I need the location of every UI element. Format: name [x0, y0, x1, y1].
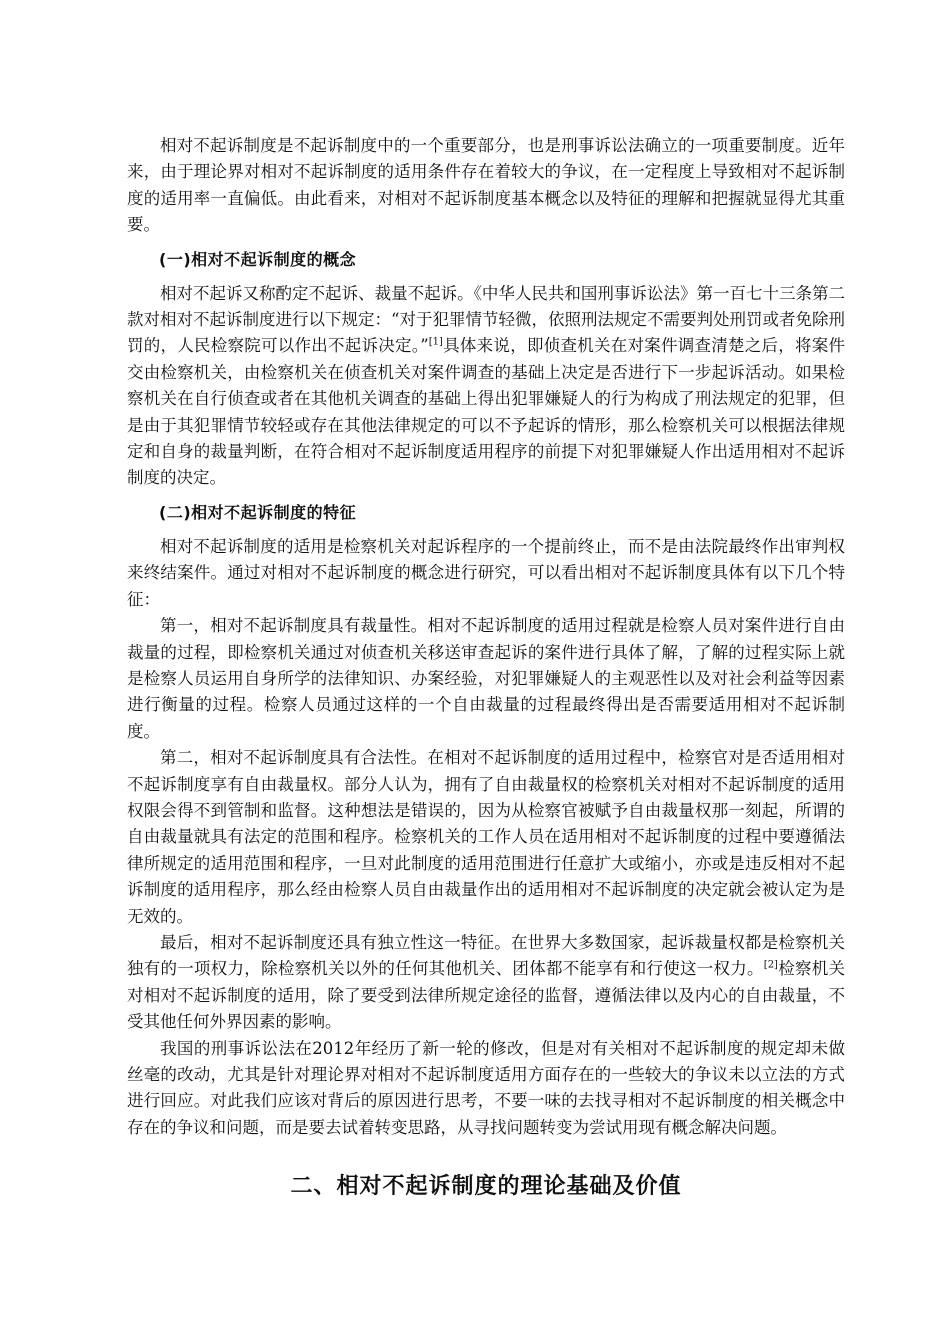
concept-text-a: 相对不起诉又称酌定不起诉、裁量不起诉。《中华人民共和国刑事诉讼法》第一百七十三条第二款对相对不起诉制度进行以下规定：“对于犯罪情节轻微，依照刑法规定不需要判处刑罚或者免除刑罚的，人民检察院可以作出不起诉决定。” [127, 283, 845, 356]
legislation-paragraph: 我国的刑事诉讼法在2012年经历了新一轮的修改，但是对有关相对不起诉制度的规定却未做丝毫的改动，尤其是针对理论界对相对不起诉制度适用方面存在的一些较大的争议未以立法的方式进行回应。对此我们应该对背后的原因进行思考，不要一味的去找寻相对不起诉制度的相关概念中存在的争议和问题，而是要去试着转变思路，从寻找问题转变为尝试用现有概念解决问题。 [127, 1038, 845, 1137]
document-body [127, 133, 845, 1203]
concept-paragraph [127, 281, 845, 492]
intro-paragraph: 相对不起诉制度是不起诉制度中的一个重要部分，也是刑事诉讼法确立的一项重要制度。近年来，由于理论界对相对不起诉制度的适用条件存在着较大的争议，在一定程度上导致相对不起诉制度的适用率一直偏低。由此看来，对相对不起诉制度基本概念以及特征的理解和把握就显得尤其重要。 [127, 136, 845, 235]
citation-1[interactable]: [1] [428, 336, 443, 348]
feature-independence-paragraph [127, 930, 845, 1036]
feature-legality-paragraph: 第二，相对不起诉制度具有合法性。在相对不起诉制度的适用过程中，检察官对是否适用相对不起诉制度享有自由裁量权。部分人认为，拥有了自由裁量权的检察机关对相对不起诉制度的适用权限会得不到管制和监督。这种想法是错误的，因为从检察官被赋予自由裁量权那一刻起，所谓的自由裁量就具有法定的范围和程序。检察机关的工作人员在适用相对不起诉制度的过程中要遵循法律所规定的适用范围和程序，一旦对此制度的适用范围进行任意扩大或缩小，亦或是违反相对不起诉制度的适用程序，那么经由检察人员自由裁量作出的适用相对不起诉制度的决定就会被认定为是无效的。 [127, 748, 845, 926]
concept-text-b: 具体来说，即侦查机关在对案件调查清楚之后，将案件交由检察机关，由检察机关在侦查机关对案件调查的基础上决定是否进行下一步起诉活动。如果检察机关在自行侦查或者在其他机关调查的基础上得出犯罪嫌疑人的行为构成了刑法规定的犯罪，但是由于其犯罪情节较轻或存在其他法律规定的可以不予起诉的情形，那么检察机关可以根据法律规定和自身的裁量判断，在符合相对不起诉制度适用程序的前提下对犯罪嫌疑人作出适用相对不起诉制度的决定。 [127, 336, 846, 488]
section-heading-features: (二)相对不起诉制度的特征 [159, 502, 357, 522]
chapter-heading: 二、相对不起诉制度的理论基础及价值 [290, 1174, 682, 1200]
section-heading-concept: (一)相对不起诉制度的概念 [159, 249, 357, 269]
independence-text-a: 最后，相对不起诉制度还具有独立性这一特征。在世界大多数国家，起诉裁量权都是检察机关独有的一项权力，除检察机关以外的任何其他机关、团体都不能享有和行使这一权力。 [127, 932, 845, 979]
feature-discretion-paragraph: 第一，相对不起诉制度具有裁量性。相对不起诉制度的适用过程就是检察人员对案件进行自由裁量的过程，即检察机关通过对侦查机关移送审查起诉的案件进行具体了解，了解的过程实际上就是检察人员运用自身所学的法律知识、办案经验，对犯罪嫌疑人的主观恶性以及对社会利益等因素进行衡量的过程。检察人员通过这样的一个自由裁量的过程最终得出是否需要适用相对不起诉制度。 [127, 616, 845, 741]
features-intro-paragraph: 相对不起诉制度的适用是检察机关对起诉程序的一个提前终止，而不是由法院最终作出审判权来终结案件。通过对相对不起诉制度的概念进行研究，可以看出相对不起诉制度具体有以下几个特征： [127, 536, 845, 609]
citation-2[interactable]: [2] [763, 959, 778, 971]
independence-text-b: 检察机关对相对不起诉制度的适用，除了要受到法律所规定途径的监督，遵循法律以及内心的自由裁量，不受其他任何外界因素的影响。 [127, 959, 845, 1032]
